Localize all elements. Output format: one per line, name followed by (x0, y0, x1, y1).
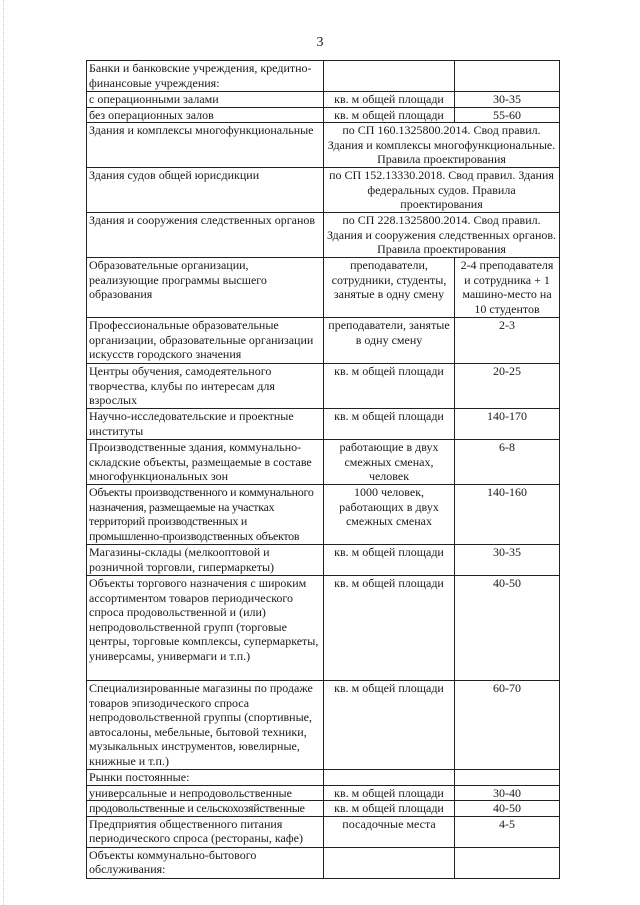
row-unit: кв. м общей площади (324, 364, 455, 409)
table-row (87, 801, 560, 817)
row-name: Предприятия общественного питания периодического спроса (рестораны, кафе) (87, 816, 324, 847)
row-value: 60-70 (455, 681, 560, 770)
row-name: Рынки постоянные: (87, 770, 324, 786)
page-number: 3 (316, 35, 324, 50)
row-value (455, 847, 560, 878)
row-value: 30-40 (455, 785, 560, 801)
table-row (87, 485, 560, 545)
row-value: 40-50 (455, 576, 560, 681)
row-unit: кв. м общей площади (324, 92, 455, 108)
row-name: Научно-исследовательские и проектные институты (87, 409, 324, 440)
row-name: Специализированные магазины по продаже товаров эпизодического спроса непродовольственной группы (спортивные, автосалоны, мебельные, бытовой техники, музыкальных инструментов, ювелирные, книжные и т.п.) (87, 681, 324, 770)
row-unit: кв. м общей площади (324, 545, 455, 576)
table-row (87, 258, 560, 318)
row-name: Банки и банковские учреждения, кредитно-финансовые учреждения: (87, 61, 324, 92)
row-reference: по СП 160.1325800.2014. Свод правил. Здания и комплексы многофункциональные. Правила проектирования (324, 123, 560, 168)
row-unit: преподаватели, занятые в одну смену (324, 318, 455, 364)
row-name: Образовательные организации, реализующие программы высшего образования (87, 258, 324, 318)
table-row (87, 770, 560, 786)
row-name: Объекты коммунально-бытового обслуживания: (87, 847, 324, 878)
row-name: без операционных залов (87, 107, 324, 123)
row-value: 40-50 (455, 801, 560, 817)
row-value: 6-8 (455, 440, 560, 485)
table-row (87, 364, 560, 409)
row-unit: 1000 человек, работающих в двух смежных сменах (324, 485, 455, 545)
row-value: 30-35 (455, 92, 560, 108)
table-row (87, 213, 560, 258)
row-unit (324, 847, 455, 878)
row-unit: кв. м общей площади (324, 576, 455, 681)
page-left-edge (3, 0, 6, 905)
row-name: универсальные и непродовольственные (87, 785, 324, 801)
row-value: 140-160 (455, 485, 560, 545)
row-name: Здания и комплексы многофункциональные (87, 123, 324, 168)
table-row (87, 545, 560, 576)
row-name: Магазины-склады (мелкооптовой и розничной торговли, гипермаркеты) (87, 545, 324, 576)
row-name: Производственные здания, коммунально-складские объекты, размещаемые в составе многофункциональных зон (87, 440, 324, 485)
row-name: Объекты торгового назначения с широким ассортиментом товаров периодического спроса продовольственной и (или) непродовольственной групп (торговые центры, торговые комплексы, супермаркеты, универсамы, универмаги и т.п.) (87, 576, 324, 681)
table-row (87, 785, 560, 801)
table-row (87, 847, 560, 878)
table-row (87, 409, 560, 440)
row-reference: по СП 228.1325800.2014. Свод правил. Здания и сооружения следственных органов. Правила проектирования (324, 213, 560, 258)
row-value: 4-5 (455, 816, 560, 847)
row-unit: посадочные места (324, 816, 455, 847)
row-unit: кв. м общей площади (324, 681, 455, 770)
row-unit (324, 61, 455, 92)
table-row (87, 576, 560, 681)
row-reference: по СП 152.13330.2018. Свод правил. Здания федеральных судов. Правила проектирования (324, 168, 560, 213)
row-unit: кв. м общей площади (324, 409, 455, 440)
row-unit: работающие в двух смежных сменах, человек (324, 440, 455, 485)
table-row (87, 318, 560, 364)
row-unit: преподаватели, сотрудники, студенты, занятые в одну смену (324, 258, 455, 318)
table-row (87, 168, 560, 213)
row-name: Здания судов общей юрисдикции (87, 168, 324, 213)
parking-norms-table (86, 60, 560, 879)
row-value: 55-60 (455, 107, 560, 123)
row-name: продовольственные и сельскохозяйственные (87, 801, 324, 817)
table-row (87, 440, 560, 485)
row-unit (324, 770, 455, 786)
row-value: 30-35 (455, 545, 560, 576)
row-name: Центры обучения, самодеятельного творчества, клубы по интересам для взрослых (87, 364, 324, 409)
table-row (87, 107, 560, 123)
row-name: Профессиональные образовательные организации, образовательные организации искусств городского значения (87, 318, 324, 364)
row-value (455, 770, 560, 786)
row-unit: кв. м общей площади (324, 801, 455, 817)
row-name: Объекты производственного и коммунального назначения, размещаемые на участках территорий производственных и промышленно-производственных объектов (87, 485, 324, 545)
row-value: 2-3 (455, 318, 560, 364)
row-value: 2-4 преподавателя и сотрудника + 1 машино-место на 10 студентов (455, 258, 560, 318)
table-row (87, 61, 560, 92)
row-unit: кв. м общей площади (324, 107, 455, 123)
row-name: Здания и сооружения следственных органов (87, 213, 324, 258)
row-unit: кв. м общей площади (324, 785, 455, 801)
row-value: 140-170 (455, 409, 560, 440)
table-row (87, 681, 560, 770)
row-value: 20-25 (455, 364, 560, 409)
table-row (87, 92, 560, 108)
row-value (455, 61, 560, 92)
table-row (87, 816, 560, 847)
table-row (87, 123, 560, 168)
row-name: с операционными залами (87, 92, 324, 108)
